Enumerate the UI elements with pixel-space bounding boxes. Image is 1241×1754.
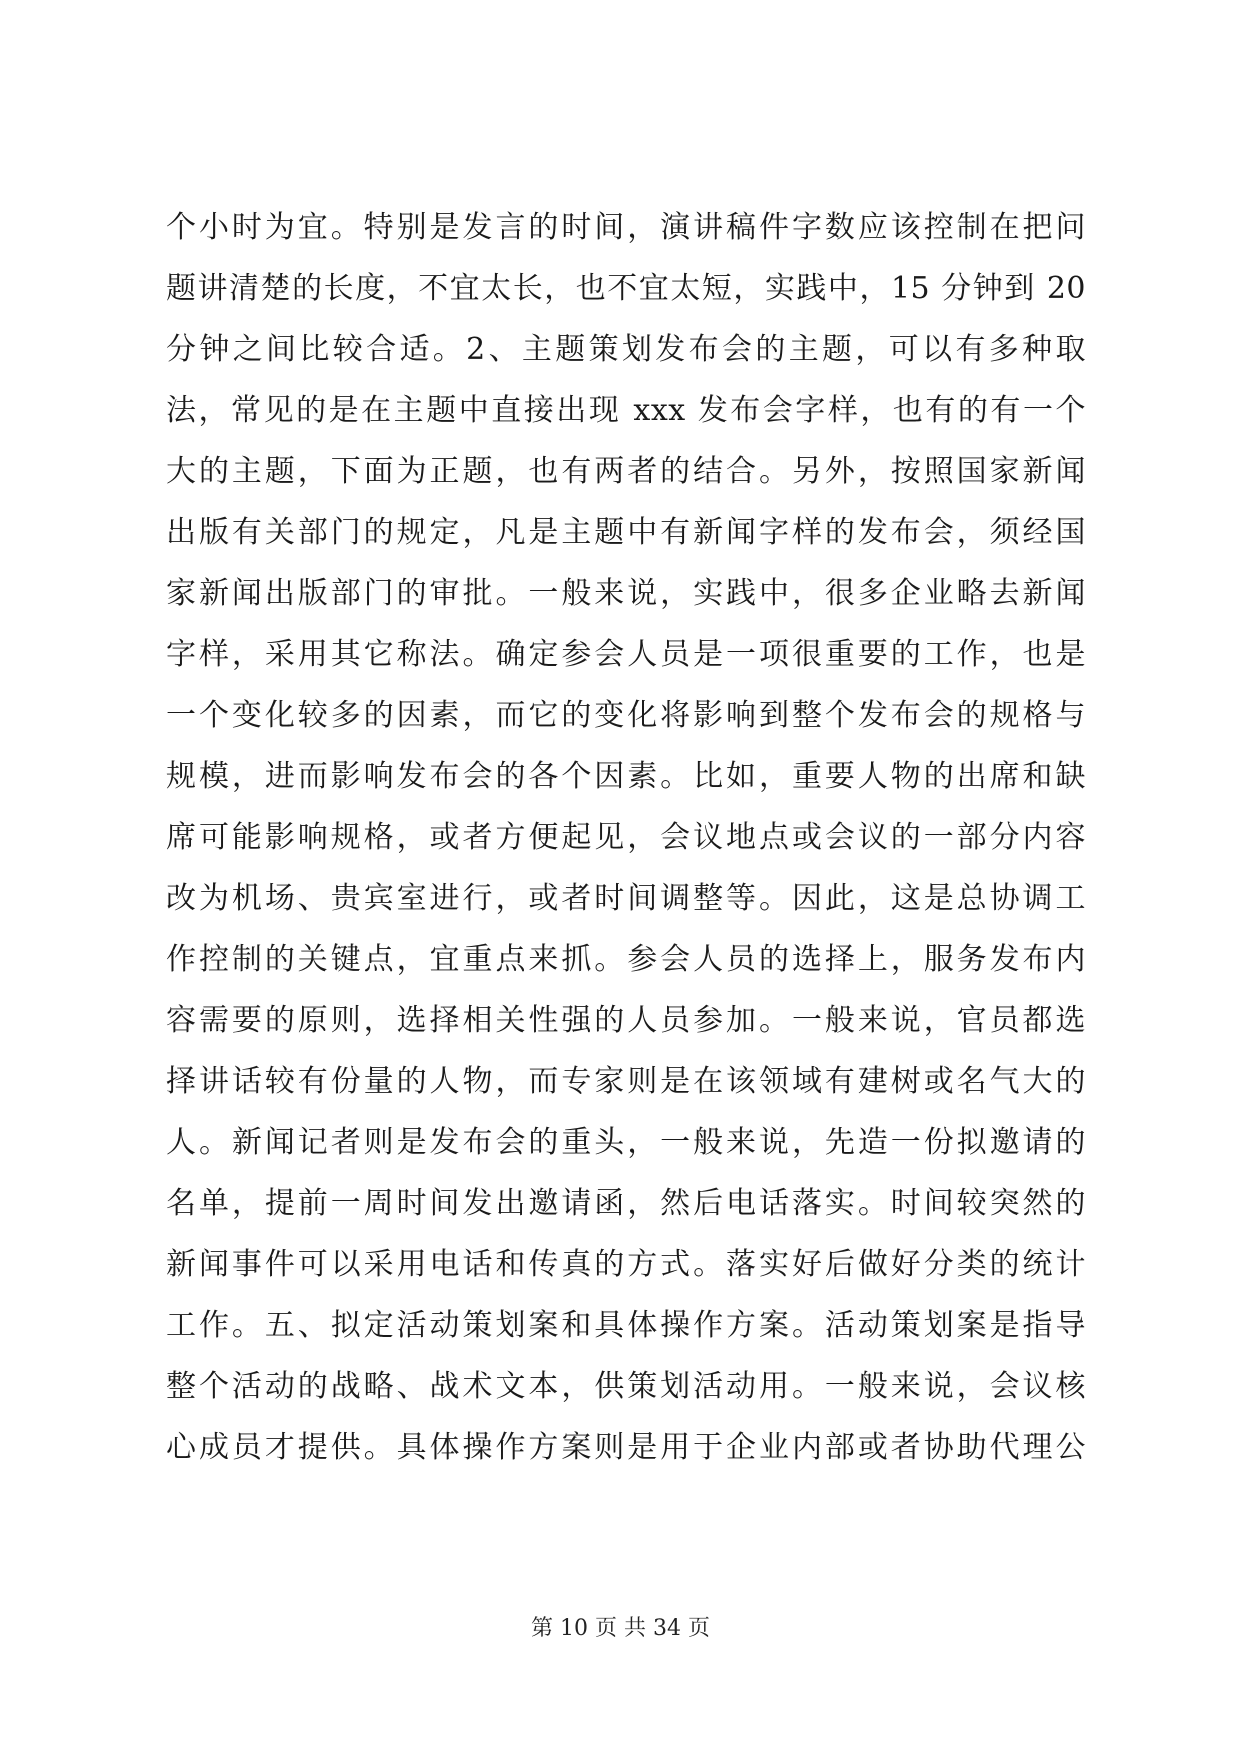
text-line: 择讲话较有份量的人物，而专家则是在该领域有建树或名气大的: [166, 1064, 1086, 1099]
text-line: 法，常见的是在主题中直接出现 xxx 发布会字样，也有的有一个: [166, 393, 1086, 428]
text-line: 人。新闻记者则是发布会的重头，一般来说，先造一份拟邀请的: [166, 1125, 1086, 1160]
body-text: [166, 197, 1086, 1478]
text-line: 家新闻出版部门的审批。一般来说，实践中，很多企业略去新闻: [166, 576, 1086, 611]
text-line: 改为机场、贵宾室进行，或者时间调整等。因此，这是总协调工: [166, 881, 1086, 916]
text-line: 大的主题，下面为正题，也有两者的结合。另外，按照国家新闻: [166, 454, 1086, 489]
text-line: 一个变化较多的因素，而它的变化将影响到整个发布会的规格与: [166, 698, 1086, 733]
text-line: 作控制的关键点，宜重点来抓。参会人员的选择上，服务发布内: [166, 942, 1086, 977]
text-line: 名单，提前一周时间发出邀请函，然后电话落实。时间较突然的: [166, 1186, 1086, 1221]
text-line: 新闻事件可以采用电话和传真的方式。落实好后做好分类的统计: [166, 1247, 1086, 1282]
text-line: 整个活动的战略、战术文本，供策划活动用。一般来说，会议核: [166, 1369, 1086, 1404]
text-line: 席可能影响规格，或者方便起见，会议地点或会议的一部分内容: [166, 820, 1086, 855]
text-line: 分钟之间比较合适。2、主题策划发布会的主题，可以有多种取: [166, 332, 1086, 367]
text-line: 容需要的原则，选择相关性强的人员参加。一般来说，官员都选: [166, 1003, 1086, 1038]
text-line: 规模，进而影响发布会的各个因素。比如，重要人物的出席和缺: [166, 759, 1086, 794]
text-line: 出版有关部门的规定，凡是主题中有新闻字样的发布会，须经国: [166, 515, 1086, 550]
page-number-footer: 第 10 页 共 34 页: [531, 1616, 710, 1641]
text-line: 心成员才提供。具体操作方案则是用于企业内部或者协助代理公: [166, 1430, 1086, 1465]
text-line: 题讲清楚的长度，不宜太长，也不宜太短，实践中，15 分钟到 20: [166, 271, 1086, 306]
text-line: 个小时为宜。特别是发言的时间，演讲稿件字数应该控制在把问: [166, 210, 1086, 245]
text-line: 工作。五、拟定活动策划案和具体操作方案。活动策划案是指导: [166, 1308, 1086, 1343]
text-line: 字样，采用其它称法。确定参会人员是一项很重要的工作，也是: [166, 637, 1086, 672]
